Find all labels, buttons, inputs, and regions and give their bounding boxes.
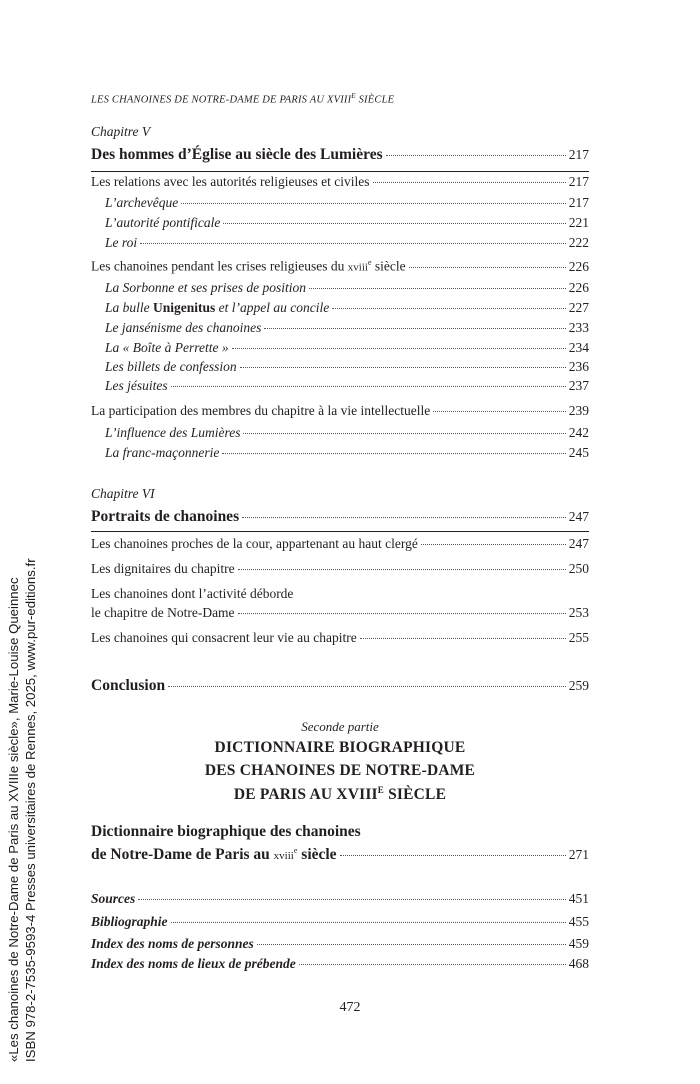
part2-title-line1: DICTIONNAIRE BIOGRAPHIQUE [214, 739, 466, 756]
toc-entry[interactable]: Les dignitaires du chapitre 250 [91, 561, 589, 576]
toc-entry[interactable]: Les relations avec les autorités religieuses et civiles 217 [91, 174, 589, 189]
toc-backmatter[interactable]: Index des noms de lieux de prébende 468 [91, 956, 589, 971]
copyright-sidebar [5, 502, 39, 1062]
toc-entry[interactable]: Les chanoines qui consacrent leur vie au chapitre 255 [91, 630, 589, 645]
chapter5-title-row[interactable]: Des hommes d’Église au siècle des Lumières 217 [91, 146, 589, 163]
toc-subentry[interactable]: L’archevêque 217 [105, 195, 589, 210]
toc-entry[interactable]: Les chanoines pendant les crises religieuses du xviii$^e$ siècle 226 [91, 258, 589, 274]
toc-subentry[interactable]: La Sorbonne et ses prises de position 226 [105, 280, 589, 295]
sidebar-line-2: ISBN 978-2-7535-9593-4 Presses universitaires de Rennes, 2025, www.pur-editions.fr [23, 558, 38, 1062]
part2-label: Seconde partie [301, 719, 379, 734]
chapter5-rule [91, 171, 589, 172]
toc-entry[interactable]: Les chanoines proches de la cour, appartenant au haut clergé 247 [91, 536, 589, 551]
toc-subentry[interactable]: La « Boîte à Perrette » 234 [105, 340, 589, 355]
dictionnaire-line1: Dictionnaire biographique des chanoines [91, 823, 361, 840]
chapter5-label: Chapitre V [91, 124, 151, 139]
chapter6-label: Chapitre VI [91, 486, 155, 501]
toc-subentry[interactable]: La franc-maçonnerie 245 [105, 445, 589, 460]
toc-backmatter[interactable]: Bibliographie 455 [91, 914, 589, 929]
toc-backmatter[interactable]: Index des noms de personnes 459 [91, 936, 589, 951]
toc-subentry[interactable]: L’autorité pontificale 221 [105, 215, 589, 230]
part2-title-line3: DE PARIS AU $XVIII^E$ SIÈCLE [233, 785, 447, 804]
page-number: 472 [339, 1000, 361, 1015]
chapter6-rule [91, 531, 589, 532]
toc-subentry[interactable]: Les billets de confession 236 [105, 359, 589, 374]
conclusion-row[interactable]: Conclusion 259 [91, 677, 589, 694]
toc-subentry[interactable]: Le jansénisme des chanoines 233 [105, 320, 589, 335]
toc-subentry[interactable]: Le roi 222 [105, 235, 589, 250]
chapter6-title-row[interactable]: Portraits de chanoines 247 [91, 508, 589, 525]
toc-subentry[interactable]: Les jésuites 237 [105, 378, 589, 393]
toc-subentry[interactable]: L’influence des Lumières 242 [105, 425, 589, 440]
toc-entry-line1: Les chanoines dont l’activité déborde [91, 586, 294, 601]
part2-title-line2: DES CHANOINES DE NOTRE-DAME [204, 762, 476, 779]
toc-entry[interactable]: le chapitre de Notre-Dame 253 [91, 605, 589, 620]
toc-backmatter[interactable]: Sources 451 [91, 891, 589, 906]
dictionnaire-row[interactable]: de Notre-Dame de Paris au xviii$^e$ siècle 271 [91, 846, 589, 864]
sidebar-line-1: «Les chanoines de Notre-Dame de Paris au XVIIIe siècle», Marie-Louise Queinnec [6, 577, 21, 1062]
toc-subentry[interactable]: La bulle Unigenitus et l’appel au concile 227 [105, 300, 589, 315]
toc-entry[interactable]: La participation des membres du chapitre à la vie intellectuelle 239 [91, 403, 589, 418]
running-head: LES CHANOINES DE NOTRE-DAME DE PARIS AU $XVIII^E$ SIÈCLE [91, 92, 395, 106]
